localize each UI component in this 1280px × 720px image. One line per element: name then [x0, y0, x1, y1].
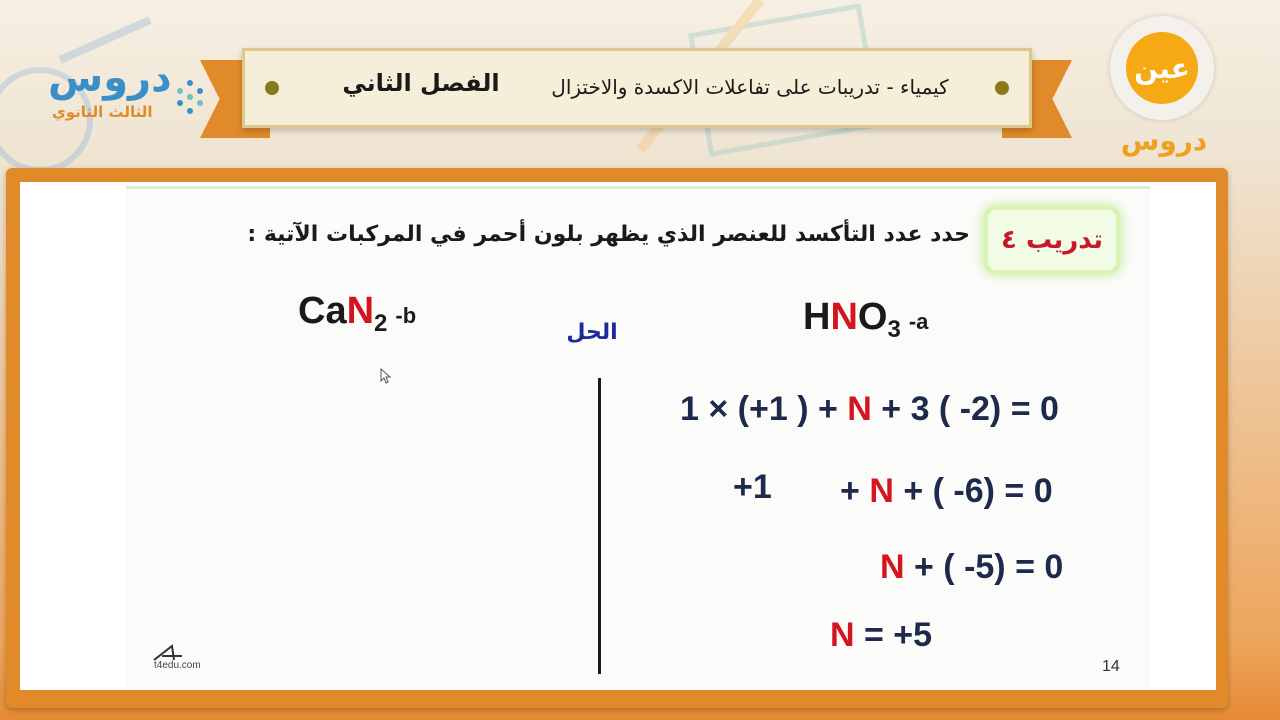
compound-a-prefix: H — [803, 296, 831, 338]
compound-a-tag: -a — [908, 309, 929, 334]
brand-logo-left — [38, 55, 218, 135]
equation-line-2 — [840, 472, 1053, 511]
bullet-icon — [265, 81, 279, 95]
eq1-right: + 3 ( -2) = 0 — [871, 390, 1059, 428]
eq2-left: + — [840, 472, 870, 510]
compound-a-highlight: N — [830, 296, 858, 338]
exercise-badge: تدريب ٤ — [988, 210, 1116, 270]
site-name: t4edu.com — [154, 660, 201, 671]
eq3-right: + ( -5) = 0 — [904, 548, 1064, 586]
compound-a-suffix: O — [857, 296, 888, 338]
compound-a-subscript: 3 — [887, 316, 901, 343]
compound-a — [803, 296, 928, 344]
eq2-right: + ( -6) = 0 — [893, 472, 1053, 510]
compound-b-highlight: N — [346, 290, 375, 332]
compound-b-prefix: Ca — [298, 290, 347, 332]
compound-b-tag: -b — [395, 303, 417, 328]
equation-line-2-lead: +1 — [733, 468, 772, 506]
brand-name: دروس — [48, 55, 172, 101]
brand-logo-right — [1106, 14, 1216, 164]
eq4-element: N — [830, 616, 855, 654]
page-number: 14 — [1102, 658, 1120, 675]
site-logo — [152, 644, 232, 674]
grade-label: الثالث الثانوي — [52, 103, 153, 121]
eq2-element: N — [869, 472, 894, 510]
brand-name-right: دروس — [1120, 124, 1208, 157]
compound-b — [298, 290, 416, 338]
title-banner — [242, 48, 1032, 128]
equation-line-4 — [830, 616, 932, 655]
eq1-element: N — [847, 390, 872, 428]
mouse-cursor-icon — [380, 368, 392, 384]
chapter-title: الفصل الثاني — [342, 69, 500, 97]
compound-b-subscript: 2 — [374, 310, 388, 337]
eye-badge: عين — [1126, 32, 1198, 104]
eq3-element: N — [880, 548, 905, 586]
bullet-icon — [995, 81, 1009, 95]
equation-line-1 — [680, 390, 1059, 429]
lesson-topic: كيمياء - تدريبات على تفاعلات الاكسدة والاختزال — [551, 75, 949, 99]
solution-label: الحل — [566, 320, 618, 345]
equation-line-3 — [880, 548, 1063, 587]
eq1-left: 1 × (+1 ) + — [680, 390, 848, 428]
exercise-question: حدد عدد التأكسد للعنصر الذي يظهر بلون أحمر في المركبات الآتية : — [247, 222, 970, 247]
eq4-right: = +5 — [854, 616, 933, 654]
brand-dots-icon — [170, 77, 210, 117]
solution-divider — [598, 378, 601, 674]
